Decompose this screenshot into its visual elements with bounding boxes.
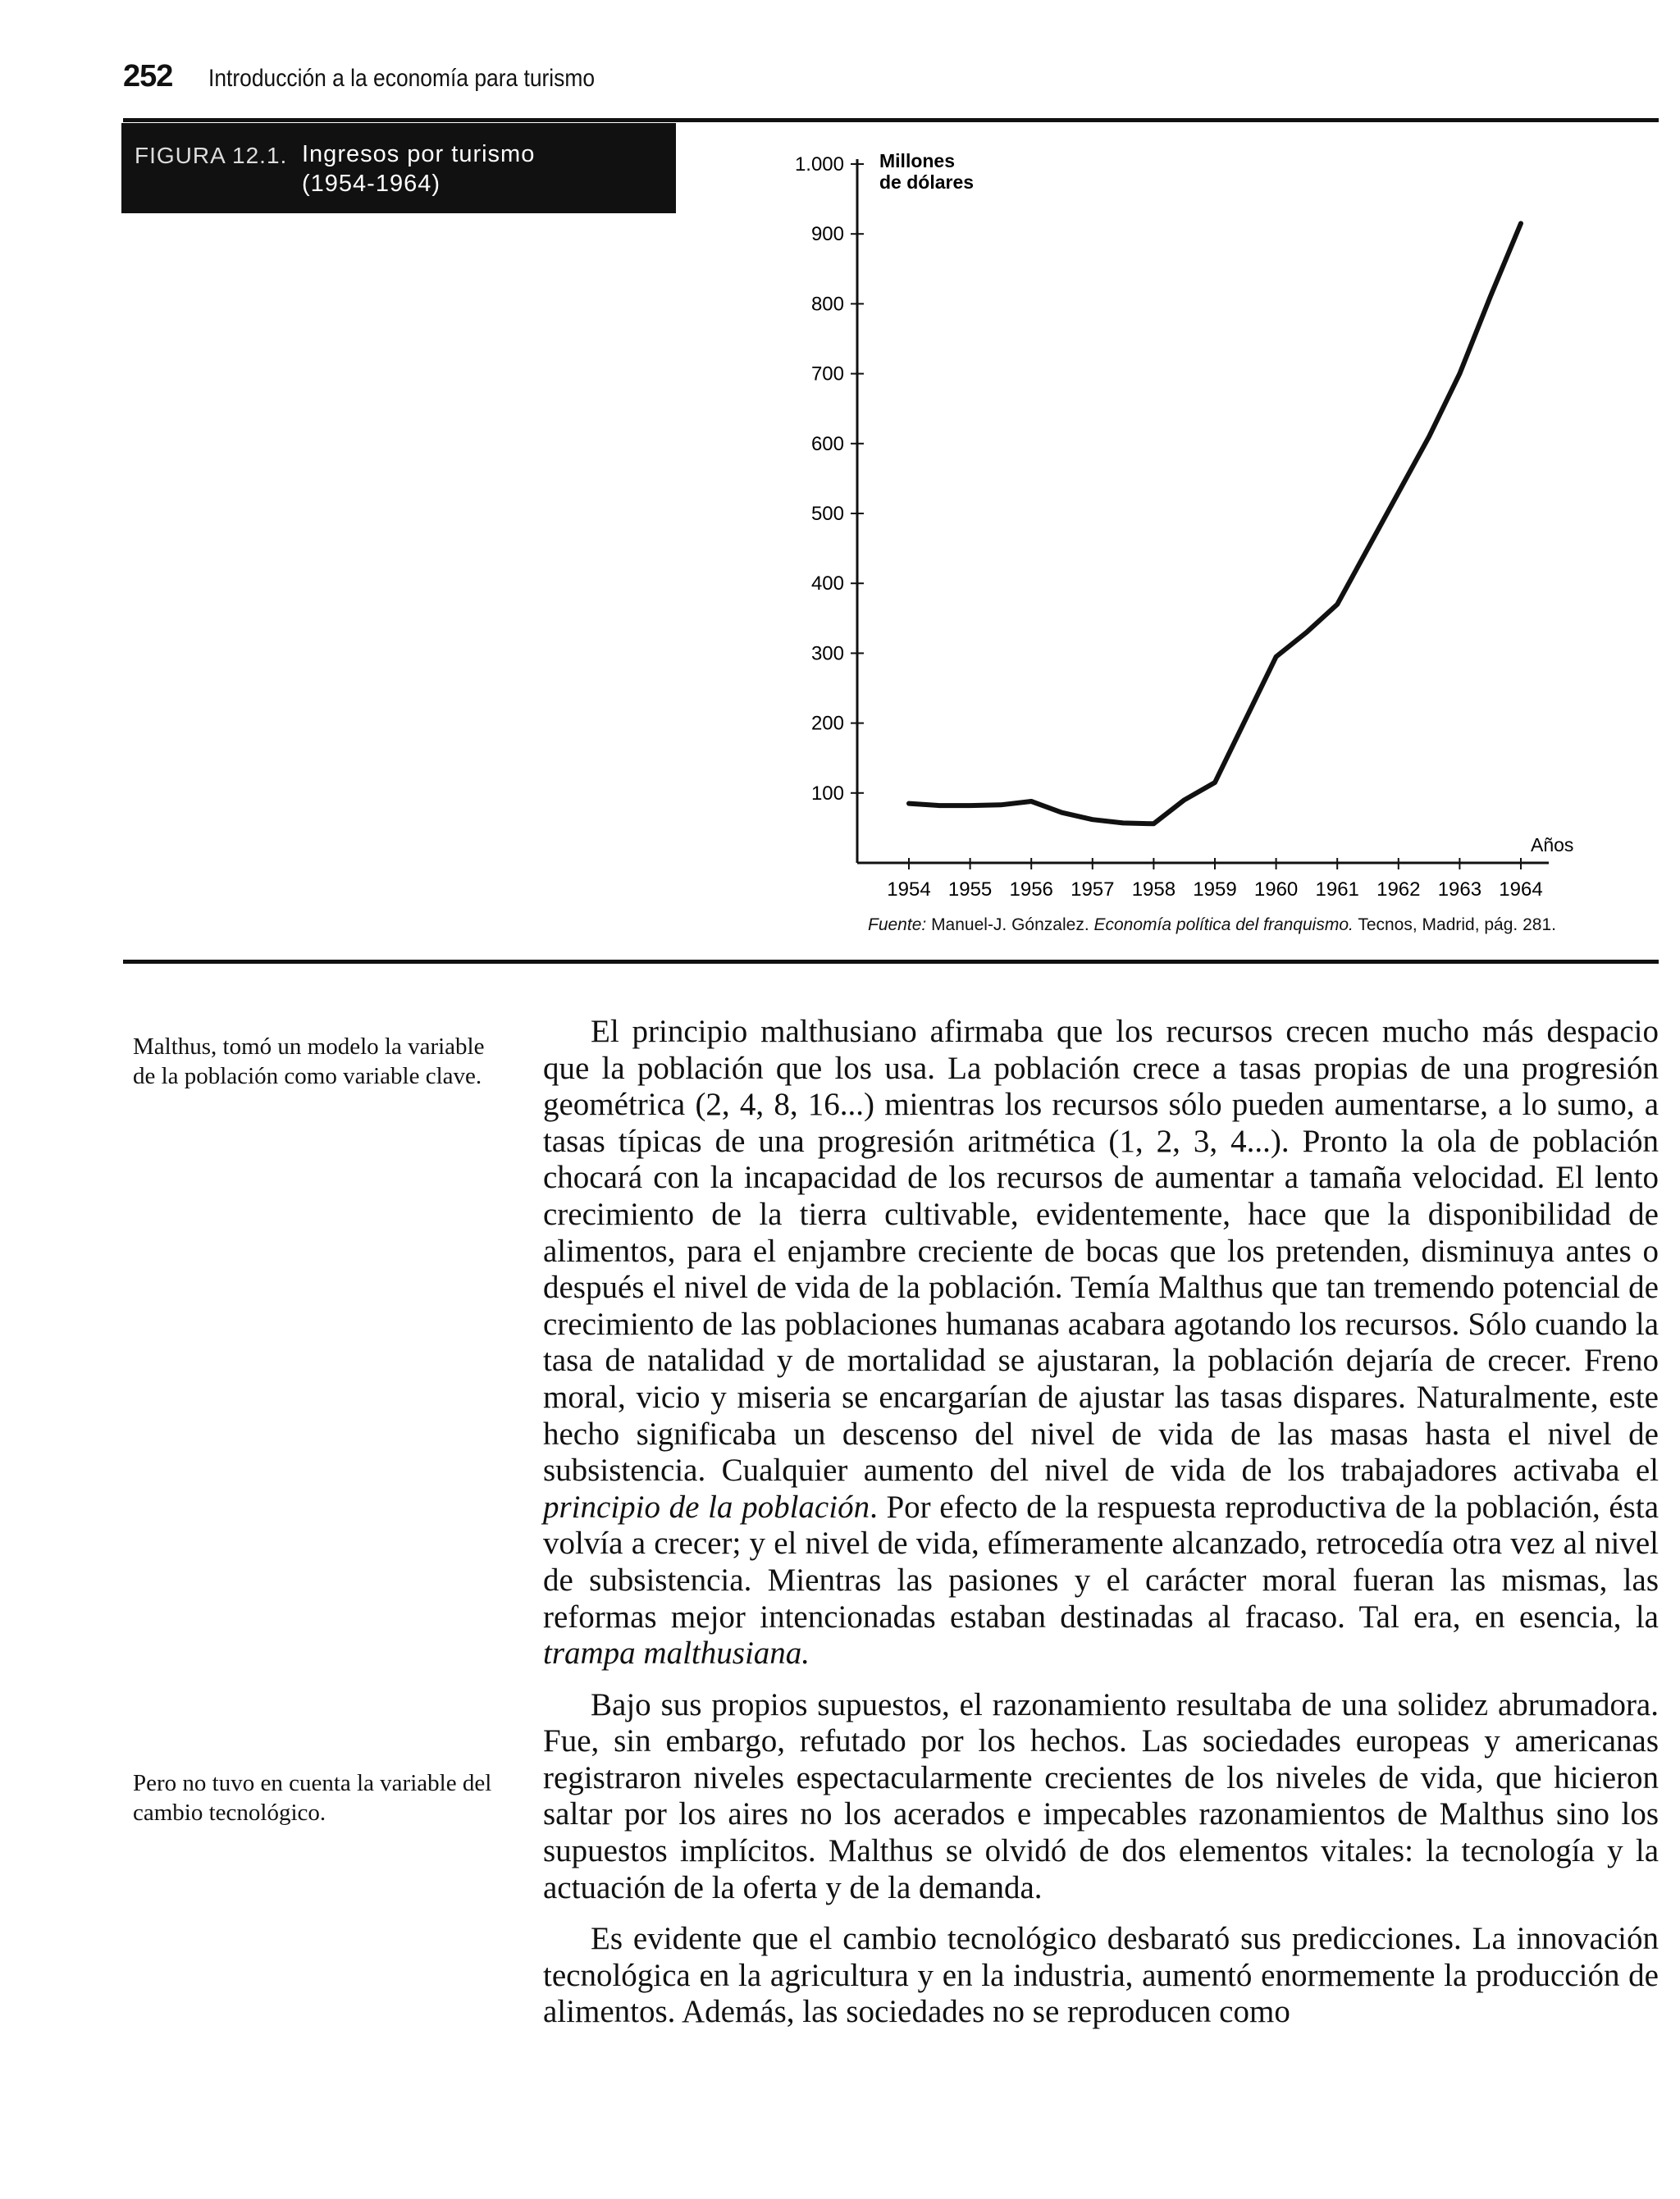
y-tick-label: 200 [810,712,844,735]
x-tick-label: 1956 [1009,878,1053,901]
x-tick-label: 1961 [1315,878,1359,901]
running-title: Introducción a la economía para turismo [208,65,596,92]
y-tick-label: 900 [810,223,844,246]
y-tick-label: 300 [810,642,844,665]
paragraph-1: El principio malthusiano afirmaba que los recursos crecen mucho más despacio que la población que los usa. La población crece a tasas propias de una progresión geométrica (2, 4, 8, 16...) mientras los recursos sólo pueden aumentarse, a lo sumo, a tasas típicas de una progresión aritmética (1, 2, 3, 4...). Pronto la ola de población chocará con la incapacidad de los recursos de aumentar a tamaña velocidad. El lento crecimiento de la tierra cultivable, evidentemente, hace que la disponibilidad de alimentos, para el enjambre creciente de bocas que los pretenden, disminuya antes o después el nivel de vida de la población. Temía Malthus que tan tremendo potencial de crecimiento de las poblaciones humanas acabara agotando los recursos. Sólo cuando la tasa de natalidad y de mortalidad se ajustaran, la población dejaría de crecer. Freno moral, vicio y miseria se encargarían de ajustar las tasas dispares. Naturalmente, este hecho significaba un descenso del nivel de vida de las masas hasta el nivel de subsistencia. Cualquier aumento del nivel de vida de los trabajadores activaba el principio de la población. Por efecto de la respuesta reproductiva de la población, ésta volvía a crecer; y el nivel de vida, efímeramente alcanzado, retrocedía otra vez al nivel de subsistencia. Mientras las pasiones y el carácter moral fueran las mismas, las reformas mejor intencionadas estaban destinadas al fracaso. Tal era, en esencia, la trampa malthusiana. [543,1014,1659,1672]
x-axis [857,858,1549,901]
y-tick-label: 400 [810,573,844,595]
paragraph-3: Es evidente que el cambio tecnológico desbarató sus predicciones. La innovación tecnológica en la agricultura y en la industria, aumentó enormemente la producción de alimentos. Además, las sociedades no se reproducen como [543,1921,1659,2030]
paragraph-2: Bajo sus propios supuestos, el razonamiento resultaba de una solidez abrumadora. Fue, sin embargo, refutado por los hechos. Las sociedades europeas y americanas registraron niveles espectacularmente crecientes de los niveles de vida, que hicieron saltar por los aires no los acerados e impecables razonamientos de Malthus sino los supuestos implícitos. Malthus se olvidó de dos elementos vitales: la tecnología y la actuación de la oferta y de la demanda. [543,1686,1659,1905]
margin-note-technology: Pero no tuvo en cuenta la variable del cambio tecnológico. [133,1770,492,1826]
y-axis [795,153,864,863]
x-tick-label: 1954 [887,878,931,901]
x-tick-label: 1964 [1499,878,1543,901]
x-tick-label: 1959 [1193,878,1237,901]
page-number: 252 [123,59,173,94]
source-work: Economía política del franquismo. [1093,915,1354,934]
y-tick-label: 1.000 [794,153,844,176]
y-tick-label: 500 [810,503,844,525]
emphasis-trampa: trampa malthusiana. [543,1636,810,1672]
income-series-line [909,223,1521,823]
y-tick-label: 800 [810,293,844,316]
x-tick-label: 1960 [1253,878,1299,901]
x-tick-label: 1957 [1071,878,1115,901]
y-axis-unit-line2: de dólares [879,171,975,193]
figure-number: FIGURA 12.1. [135,143,288,168]
figure-title: Ingresos por turismo (1954-1964) [302,141,536,197]
tourism-income-chart [0,0,1680,951]
x-tick-label: 1958 [1131,878,1176,901]
source-label: Fuente: [868,915,927,934]
source-publisher: Tecnos, Madrid, pág. 281. [1358,915,1556,934]
y-axis-unit-line1: Millones [879,150,956,171]
x-axis-label: Años [1531,834,1574,855]
x-tick-label: 1962 [1376,878,1421,901]
figure-source [868,915,1556,935]
y-tick-label: 600 [810,432,844,455]
x-tick-label: 1963 [1437,878,1482,901]
figure-bottom-rule [123,960,1659,964]
body-text [543,1014,1659,2046]
source-author: Manuel-J. Gónzalez. [931,915,1089,934]
x-tick-label: 1955 [947,878,993,901]
y-tick-label: 700 [810,363,844,386]
emphasis-principio: principio de la población [543,1489,870,1525]
margin-note-malthus: Malthus, tomó un modelo la variable de la población como variable clave. [133,1033,485,1089]
y-tick-label: 100 [810,782,844,805]
